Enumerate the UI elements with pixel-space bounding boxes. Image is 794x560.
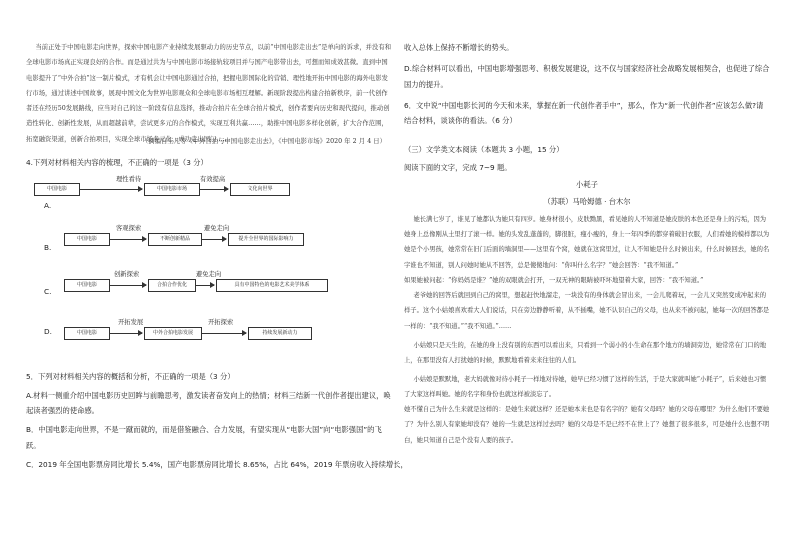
question-6: 6．文中说“中国电影长河的今天和未来，掌握在新一代创作者手中”，那么，作为“新一代创作者”应该怎么做?请结合材料，谈谈你的看法。（6 分） bbox=[404, 100, 764, 126]
story-author: （苏联）马哈姆德 · 台木尔 bbox=[543, 197, 631, 207]
diagram-b-arrow-label-2: 避免走向 bbox=[204, 224, 230, 232]
diagram-a-arrow-1 bbox=[80, 189, 142, 190]
diagram-a-option: A. bbox=[44, 200, 52, 210]
question-5-option-b: B．中国电影走向世界，不是一蹴而就的，而是借鉴融合、合力发展，有望实现从“电影大国”向“电影强国”的飞跃。 bbox=[26, 425, 382, 450]
question-4-title: 4.下列对材料相关内容的梳理，不正确的一项是（3 分） bbox=[26, 158, 208, 168]
diagram-b-box-3: 提升全世界的国际影响力 bbox=[228, 233, 304, 246]
story-body bbox=[404, 212, 770, 444]
diagram-c-arrow-1 bbox=[110, 285, 146, 286]
diagram-b bbox=[26, 221, 392, 269]
diagram-b-arrow-1 bbox=[110, 239, 146, 240]
question-5-option-c: C．2019 年全国电影票房同比增长 5.4%，国产电影票房同比增长 8.65%，占比 64%，2019 年票房收入持续增长， bbox=[26, 460, 408, 470]
diagram-d bbox=[26, 317, 392, 367]
story-paragraph: 老爷她的回答后就回到自己的窝里，想起赶快地溜走，一块没有的身体就会冒出来，一会儿爬着玩，一会儿又突然变成冲起来的样子。这个小姑娘喜欢看大人们说话，只在旁边静静听着，从不插嘴，她不认识自己的父母，也从来不被问起，她每一次的回答都是一样的：“我不知道。”“我不知道。”…… bbox=[404, 292, 770, 330]
diagram-c-arrow-label-1: 创新探索 bbox=[114, 270, 140, 278]
intro-paragraph: 当前正处于中国电影走向世界，探索中国电影产业持续发展驱动力的历史节点，以前“中国电影走出去”是单向的诉求，并没有和全球电影市场真正实现良好的合作。而是通过共为与中国电影市场接轨较项目并与国产电影带出去，可想而知成效甚微。直到中国电影提升了“中外合拍”这一制片模式，才有机会让中国电影通过合拍，把握电影国际化的营销、理性地开拓中国电影的海外电影发行市场，通过讲述中国故事，展现中国文化为世界电影观众和全球电影市场相互理解。新现阶段提出构建合拍新秩序，前一代创作者还在经历50发展路线，应当对自己的这一阶段有信息选择，推动合拍片在全球合拍片模式，创作者要向历史和现代提问，推动创造性转化、创新性发展，从而超越前辈，尝试更多元的合作模式，实现互利共赢……，助推中国电影多样化创新，扩大合作范围，拓宽融资渠道，创新合拍项目，实现全球市场多元化，成功走出国门…… bbox=[26, 44, 392, 143]
diagram-a bbox=[26, 171, 392, 221]
diagram-c-box-1: 中国电影 bbox=[64, 279, 110, 292]
question-5-title: 5．下列对材料相关内容的概括和分析，不正确的一项是（3 分） bbox=[26, 371, 235, 381]
right-column bbox=[404, 40, 770, 444]
diagram-c-box-3: 具有中国特色的电影艺术美学体系 bbox=[216, 279, 328, 292]
question-5-option-a: A.材料一侧重介绍中国电影历史回眸与前瞻思考，激发读者奋发向上的热情；材料三结新一代创作者提出建议，唤起读者强烈的使命感。 bbox=[26, 390, 391, 416]
diagram-a-arrow-label-2: 有效提高 bbox=[200, 175, 226, 183]
diagram-c-arrow-label-2: 避免走向 bbox=[196, 270, 222, 278]
diagram-a-box-3: 文化向世界 bbox=[230, 183, 290, 196]
diagram-d-arrow-label-1: 开拓发展 bbox=[118, 318, 144, 326]
section-title: （三）文学类文本阅读（本题共 3 小题，15 分） bbox=[404, 145, 564, 155]
story-paragraph: 如果她被问起：“你妈妈是谁？”她的双眼就会打开，一双无神的眼睛被吓坏地望着大家，回答：“我不知道。” bbox=[404, 276, 704, 284]
instruction: 阅读下面的文字，完成 7~9 题。 bbox=[404, 162, 512, 172]
diagram-b-arrow-2 bbox=[202, 239, 226, 240]
question-5-option-d: D.综合材料可以看出，中国电影增强思考、积极发展建设，这不仅与国家经济社会战略发展相契合，也促进了综合国力的提升。 bbox=[404, 64, 770, 89]
diagram-a-arrow-label-1: 理性看待 bbox=[116, 175, 142, 183]
diagram-d-arrow-label-2: 开拓探索 bbox=[208, 318, 234, 326]
diagram-b-box-2: 不断创新精品 bbox=[148, 233, 202, 246]
diagram-c-box-2: 合拍合作优化 bbox=[148, 279, 196, 292]
diagram-d-arrow-1 bbox=[110, 333, 142, 334]
diagram-d-box-1: 中国电影 bbox=[64, 327, 110, 340]
diagram-a-arrow-2 bbox=[200, 189, 228, 190]
diagram-a-box-2: 中国电影市场 bbox=[144, 183, 200, 196]
diagram-b-arrow-label-1: 客观探索 bbox=[116, 224, 142, 232]
diagram-c bbox=[26, 269, 392, 317]
diagram-d-option: D. bbox=[44, 326, 52, 336]
diagram-b-box-1: 中国电影 bbox=[64, 233, 110, 246]
story-paragraph: 她不懂自己为什么生来就是这样的：是她生来就这样？还是她本来也是有名字的？她有父母吗？她的父母在哪里？为什么他们不要她了？为什么别人有家她却没有？她的一生就是这样过去吗？她的父母是不是已经不在世上了？她想了很多很多，可是她什么也想不明白，她只知道自己是个没有人要的孩子。 bbox=[404, 406, 770, 444]
question-5-option-c-continued: 收入总体上保持不断增长的势头。 bbox=[404, 43, 514, 52]
story-paragraph: 她长满七岁了，谁见了她都认为她只有四岁。她身材很小，皮肤黝黑，看见她的人不知道是她皮肤的本色还是身上的污垢，因为她身上总像刚从土里打了滚一样。她的头发乱蓬蓬的，脚很脏，瘦小瘦的，身上一年四季的都穿着破旧衣服，人们看她的模样都以为她是个小男孩，她常常在旧门后面的墙洞里——这里有个窝，她就在这窝里过，让人不知她是什么时候出来，什么时候回去，她的名字谁也不知道，别人问她时她从不回答，总是傻傻地问：“你叫什么名字？”她会回答：“我不知道。” bbox=[404, 215, 770, 269]
story-paragraph: 小姑娘是默默地，老大妈就像对待小耗子一样地对待她，她早已经习惯了这样的生活，于是大家就叫她“小耗子”，后来她也习惯了大家这样叫她。她的名字和身份也就这样被淡忘了。 bbox=[404, 376, 767, 399]
left-column bbox=[26, 40, 408, 472]
diagram-c-option: C. bbox=[44, 286, 52, 296]
diagram-b-option: B. bbox=[44, 242, 52, 252]
diagram-d-arrow-2 bbox=[202, 333, 246, 334]
diagram-a-box-1: 中国电影 bbox=[34, 183, 80, 196]
diagram-c-arrow-2 bbox=[196, 285, 214, 286]
citation: （摘编自王凡等《中外合拍与中国电影走出去》，《中国电影市场》2020 年 2 月 4 日） bbox=[141, 138, 386, 145]
story-paragraph: 小姑娘只是天生的，在她的身上没有别的东西可以看出来，只看到一个弱小的小生命在那个地方的墙洞旁边，她常常在门口的地上，在那里没有人打扰她的时候，默默地看着来来往往的人们。 bbox=[404, 342, 767, 365]
diagram-d-box-2: 中外合拍电影发展 bbox=[144, 327, 202, 340]
diagram-d-box-3: 持续发展新动力 bbox=[248, 327, 312, 340]
story-title: 小耗子 bbox=[576, 180, 598, 190]
